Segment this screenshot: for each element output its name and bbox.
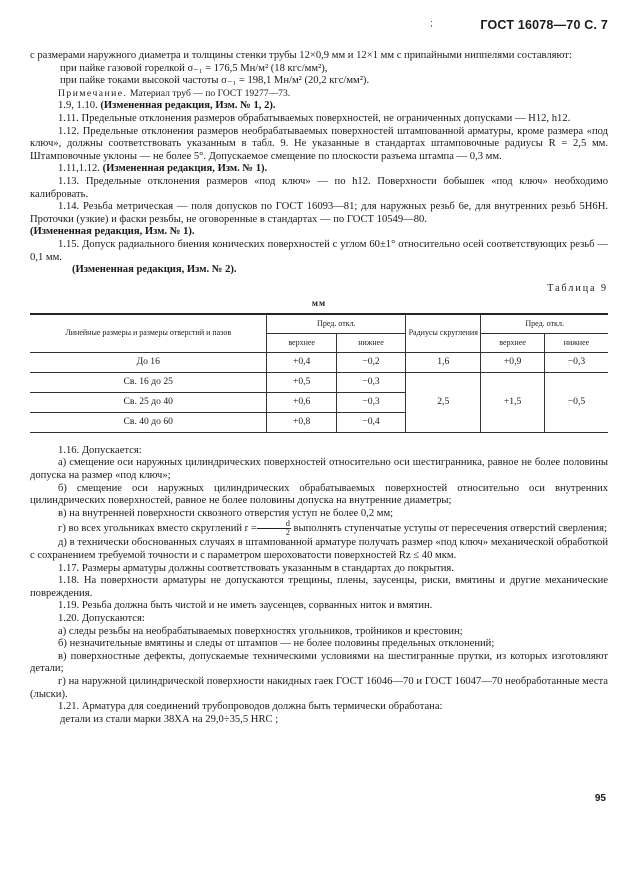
para-1-21: 1.21. Арматура для соединений трубопроводов должна быть термически обработана: bbox=[58, 701, 443, 713]
item-g-start: г) во всех угольниках вместо скруглений r = bbox=[58, 523, 257, 535]
para-gas: при пайке газовой горелкой σ₋₁ = 176,5 Мн/м² (18 кгс/мм²), bbox=[60, 62, 328, 74]
radius-lower-cell: −0,5 bbox=[544, 372, 608, 432]
item-g2: г) на наружной цилиндрической поверхности накидных гаек ГОСТ 16046—70 и ГОСТ 16047—70 необработанные места (лыски). bbox=[30, 675, 608, 700]
item-v2: в) поверхностные дефекты, допускаемые техническими условиями на шестигранные прутки, из которых изготовляют детали; bbox=[30, 650, 608, 675]
page-number: 95 bbox=[594, 793, 606, 804]
lower-cell: −0,2 bbox=[336, 352, 405, 372]
para-1-18: 1.18. На поверхности арматуры не допускаются трещины, плены, заусенцы, риски, вмятины и другие механические повреждения. bbox=[30, 575, 608, 599]
item-a: а) смещение оси наружных цилиндрических поверхностей относительно оси шестигранника, равное не более половины допуска на размер «под ключ»; bbox=[30, 457, 608, 482]
para-1-12: 1.12. Предельные отклонения размеров необрабатываемых поверхностей штампованной арматуры, кроме размера «под ключ», должны соответствовать указанным в табл. 9. Не указанные в стандартах штамповочные радиусы R = 2,5 мм. Штамповочные уклоны — не более 5°. Допускаемое смещение по плоскости разъема штампа — 0,3 мм. bbox=[30, 125, 608, 162]
radius-upper-cell: +0,9 bbox=[481, 352, 545, 372]
running-header bbox=[430, 18, 608, 32]
lower-cell: −0,3 bbox=[336, 372, 405, 392]
revision-note: (Измененная редакция, Изм. № 1). bbox=[99, 163, 268, 175]
note-text: Материал труб — по ГОСТ 19277—73. bbox=[127, 87, 291, 99]
standard-code: ГОСТ 16078—70 С. 7 bbox=[480, 18, 608, 32]
para-1-11-1-12 bbox=[30, 163, 608, 176]
col-linear: Линейные размеры и размеры отверстий и пазов bbox=[30, 314, 267, 353]
item-b2: б) незначительные вмятины и следы от штампов — не более половины предельных отклонений; bbox=[58, 638, 495, 650]
para-steel: детали из стали марки 38ХА на 29,0÷35,5 HRC ; bbox=[60, 713, 279, 725]
radius-cell: 2,5 bbox=[406, 372, 481, 432]
size-cell: До 16 bbox=[30, 352, 267, 372]
para-1-19: 1.19. Резьба должна быть чистой и не иметь заусенцев, сорванных ниток и вмятин. bbox=[58, 600, 433, 612]
item-b: б) смещение оси наружных цилиндрических обрабатываемых поверхностей относительно оси внутренних цилиндрических поверхностей, равное не более половины допуска на внутренние диаметры; bbox=[30, 482, 608, 507]
para-1-13: 1.13. Предельные отклонения размеров «под ключ» — по h12. Поверхности бобышек «под ключ» необходимо калибровать. bbox=[30, 175, 608, 200]
item-g-end: выполнять ступенчатые уступы от пересечения отверстий сверления; bbox=[290, 523, 607, 535]
radius-cell: 1,6 bbox=[406, 352, 481, 372]
upper-cell: +0,5 bbox=[267, 372, 336, 392]
col-dev: Пред. откл. bbox=[267, 314, 406, 334]
clause-ref: 1.11,1.12. bbox=[58, 163, 100, 175]
size-cell: Св. 40 до 60 bbox=[30, 412, 267, 432]
note-label: Примечание. bbox=[58, 87, 128, 99]
frac-num: d bbox=[257, 520, 291, 529]
para-1-14: 1.14. Резьба метрическая — поля допусков по ГОСТ 16093—81; для наружных резьб 6е, для внутренних резьб 5Н6Н. Проточки (узкие) и фаски резьбы, не оговоренные в стандартах — по ГОСТ 10549—80. bbox=[30, 201, 608, 225]
lower-cell: −0,4 bbox=[336, 412, 405, 432]
col-radii: Радиусы скругления bbox=[406, 314, 481, 353]
revision-note: (Измененная редакция, Изм. № 2). bbox=[72, 264, 237, 276]
fraction-d-over-2 bbox=[257, 520, 291, 537]
upper-cell: +0,6 bbox=[267, 392, 336, 412]
frac-den: 2 bbox=[285, 528, 290, 538]
body-text bbox=[30, 50, 608, 726]
upper-cell: +0,4 bbox=[267, 352, 336, 372]
col-lower: нижнее bbox=[336, 333, 405, 352]
revision-note: (Измененная редакция, Изм. № 1). bbox=[30, 226, 195, 238]
item-d: д) в технически обоснованных случаях в штампованной арматуре получать размер «под ключ» механической обработкой с сохранением требуемой точности и с параметром шероховатости поверхностей Rz ≤ 40 мкм. bbox=[30, 537, 608, 562]
size-cell: Св. 25 до 40 bbox=[30, 392, 267, 412]
upper-cell: +0,8 bbox=[267, 412, 336, 432]
para-hf: при пайке токами высокой частоты σ₋₁ = 198,1 Мн/м² (20,2 кгс/мм²). bbox=[60, 75, 370, 87]
para-1-17: 1.17. Размеры арматуры должны соответствовать указанным в стандартах до покрытия. bbox=[58, 562, 454, 574]
table-9 bbox=[30, 313, 608, 433]
item-g bbox=[30, 520, 608, 537]
item-v: в) на внутренней поверхности сквозного отверстия уступ не более 0,2 мм; bbox=[58, 507, 394, 519]
para-1-16: 1.16. Допускается: bbox=[58, 444, 142, 456]
radius-upper-cell: +1,5 bbox=[481, 372, 545, 432]
col-dev2: Пред. откл. bbox=[481, 314, 608, 334]
table-caption: Таблица 9 bbox=[547, 282, 608, 294]
table-units: мм bbox=[311, 298, 327, 309]
header-tick: ; bbox=[430, 18, 434, 28]
clause-ref: 1.9, 1.10. bbox=[58, 100, 98, 112]
radius-lower-cell: −0,3 bbox=[544, 352, 608, 372]
table-row bbox=[30, 352, 608, 372]
lower-cell: −0,3 bbox=[336, 392, 405, 412]
para-1-11: 1.11. Предельные отклонения размеров обрабатываемых поверхностей, не ограниченных допусками — H12, h12. bbox=[58, 112, 571, 124]
item-a2: а) следы резьбы на необрабатываемых поверхностях угольников, тройников и крестовин; bbox=[58, 625, 463, 637]
size-cell: Св. 16 до 25 bbox=[30, 372, 267, 392]
para-1-20: 1.20. Допускаются: bbox=[58, 613, 145, 624]
para-intro: с размерами наружного диаметра и толщины стенки трубы 12×0,9 мм и 12×1 мм с припайными ниппелями составляют: bbox=[30, 50, 572, 61]
col-upper: верхнее bbox=[267, 333, 336, 352]
table-row bbox=[30, 372, 608, 392]
col-lower2: нижнее bbox=[544, 333, 608, 352]
col-upper2: верхнее bbox=[481, 333, 545, 352]
para-1-9 bbox=[30, 100, 608, 113]
note bbox=[30, 88, 608, 101]
para-1-15: 1.15. Допуск радиального биения конических поверхностей с углом 60±1° относительно осей соответствующих резьб — 0,1 мм. bbox=[30, 238, 608, 263]
revision-note: (Измененная редакция, Изм. № 1, 2). bbox=[97, 100, 276, 112]
